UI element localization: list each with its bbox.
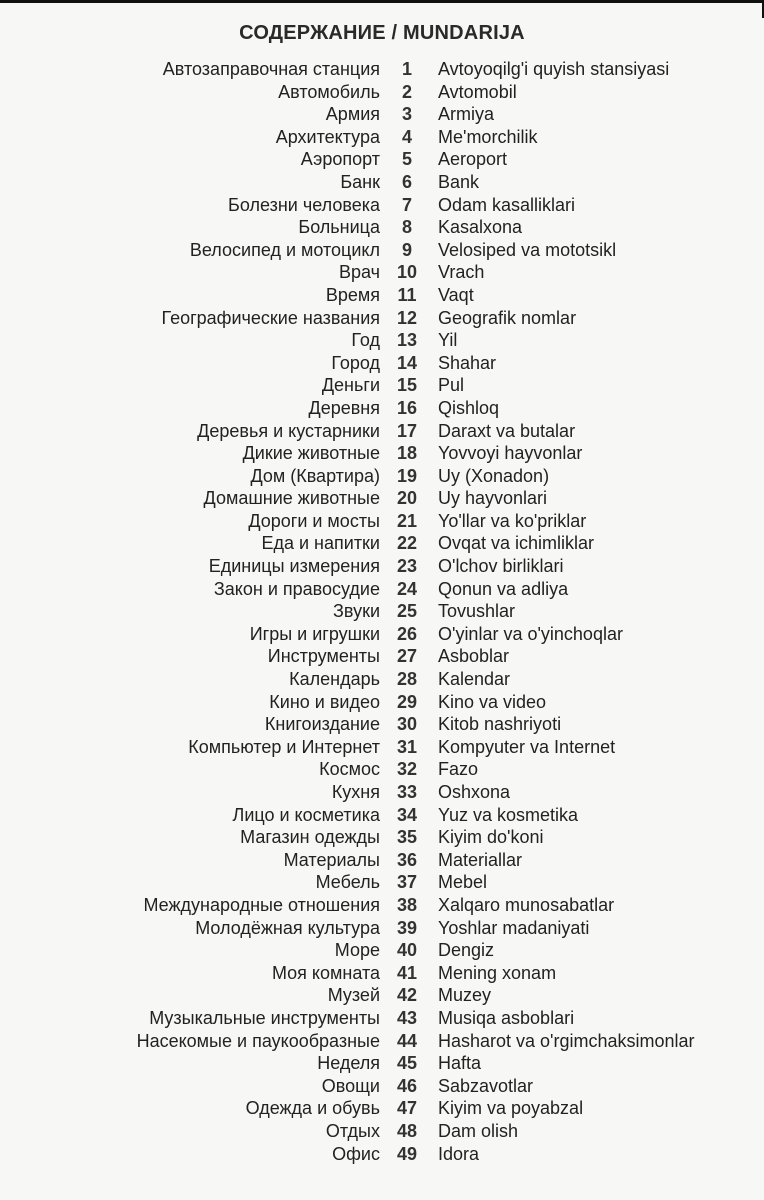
toc-entry-uzbek-title: Avtoyoqilg'i quyish stansiyasi [438, 59, 670, 79]
toc-entry-russian-title: Материалы [283, 849, 380, 870]
toc-entry[interactable] [0, 532, 764, 555]
toc-entry-uzbek-title: Yuz va kosmetika [438, 804, 579, 825]
toc-entry[interactable] [0, 397, 764, 420]
toc-entry-number: 21 [396, 510, 418, 531]
toc-entry-number: 9 [401, 239, 412, 260]
page-title: СОДЕРЖАНИЕ / MUNDARIJA [239, 22, 525, 44]
toc-entry-number: 39 [396, 917, 418, 938]
table-of-contents [0, 58, 764, 1165]
toc-entry-uzbek-title: Pul [438, 375, 465, 396]
toc-entry-number: 12 [396, 307, 418, 328]
toc-entry-russian-title: Музыкальные инструменты [149, 1007, 380, 1028]
toc-entry-uzbek-title: Kino va video [438, 691, 547, 712]
toc-entry-russian-title: Международные отношения [143, 894, 380, 915]
toc-entry-uzbek-title: Dam olish [438, 1120, 519, 1141]
toc-entry[interactable] [0, 736, 764, 759]
toc-entry-russian-title: Географические названия [161, 307, 380, 328]
toc-entry-number: 35 [396, 827, 418, 848]
toc-entry-uzbek-title: Kompyuter va Internet [438, 736, 616, 757]
toc-entry-number: 36 [396, 849, 418, 870]
toc-entry-number: 2 [401, 81, 412, 102]
toc-entry-russian-title: Банк [340, 171, 380, 192]
toc-entry[interactable] [0, 81, 764, 104]
toc-entry-uzbek-title: Materiallar [438, 849, 523, 870]
toc-entry-uzbek-title: Oshxona [438, 782, 511, 802]
toc-entry[interactable] [0, 849, 764, 872]
toc-entry[interactable] [0, 420, 764, 443]
toc-entry[interactable] [0, 1120, 764, 1143]
toc-entry[interactable] [0, 1097, 764, 1120]
toc-entry[interactable] [0, 917, 764, 940]
toc-entry[interactable] [0, 261, 764, 284]
toc-entry-uzbek-title: Yo'llar va ko'priklar [438, 510, 587, 531]
toc-entry[interactable] [0, 758, 764, 781]
toc-entry-russian-title: Архитектура [275, 126, 380, 147]
toc-entry[interactable] [0, 826, 764, 849]
toc-entry-number: 47 [396, 1098, 418, 1119]
toc-entry[interactable] [0, 487, 764, 510]
toc-entry-russian-title: Игры и игрушки [249, 623, 380, 644]
toc-entry-uzbek-title: Qishloq [438, 397, 500, 418]
toc-entry[interactable] [0, 1030, 764, 1053]
toc-entry[interactable] [0, 126, 764, 149]
toc-entry-uzbek-title: Vaqt [438, 284, 474, 305]
toc-entry-russian-title: Велосипед и мотоцикл [189, 239, 380, 260]
toc-entry-number: 38 [396, 894, 418, 915]
toc-entry-number: 15 [396, 375, 418, 396]
toc-entry-uzbek-title: Avtomobil [438, 81, 517, 102]
toc-entry[interactable] [0, 510, 764, 533]
toc-entry-number: 24 [396, 578, 418, 599]
toc-entry[interactable] [0, 1075, 764, 1098]
toc-entry-number: 11 [397, 284, 417, 305]
toc-entry[interactable] [0, 645, 764, 668]
toc-entry-uzbek-title: Muzey [438, 985, 492, 1006]
toc-entry-uzbek-title: Sabzavotlar [438, 1075, 534, 1096]
toc-entry-russian-title: Деньги [321, 375, 380, 396]
toc-entry[interactable] [0, 284, 764, 307]
toc-entry-russian-title: Насекомые и паукообразные [136, 1030, 380, 1051]
toc-entry-russian-title: Еда и напитки [261, 533, 380, 554]
toc-entry-russian-title: Книгоиздание [264, 714, 380, 735]
toc-entry[interactable] [0, 939, 764, 962]
toc-entry-uzbek-title: Geografik nomlar [438, 307, 577, 328]
toc-entry-russian-title: Звуки [333, 601, 380, 622]
toc-entry[interactable] [0, 1052, 764, 1075]
toc-entry-russian-title: Единицы измерения [208, 556, 380, 577]
toc-entry-russian-title: Инструменты [267, 646, 380, 667]
toc-entry[interactable] [0, 555, 764, 578]
toc-entry-russian-title: Деревья и кустарники [197, 420, 380, 441]
toc-entry-russian-title: Город [331, 352, 380, 373]
toc-entry[interactable] [0, 713, 764, 736]
toc-entry-russian-title: Автомобиль [278, 81, 380, 102]
toc-entry[interactable] [0, 600, 764, 623]
toc-entry-uzbek-title: Aeroport [438, 149, 508, 170]
toc-entry[interactable] [0, 668, 764, 691]
toc-entry-number: 14 [396, 352, 418, 373]
toc-entry-russian-title: Болезни человека [228, 194, 380, 215]
toc-entry[interactable] [0, 239, 764, 262]
toc-entry-number: 4 [401, 126, 412, 147]
toc-entry-number: 27 [396, 646, 418, 667]
toc-entry-russian-title: Кино и видео [269, 691, 380, 712]
toc-entry-russian-title: Дикие животные [242, 443, 380, 464]
toc-entry[interactable] [0, 171, 764, 194]
toc-entry-russian-title: Лицо и косметика [232, 804, 380, 825]
toc-entry-number: 8 [401, 217, 412, 238]
toc-entry-uzbek-title: Ovqat va ichimliklar [438, 533, 595, 554]
toc-entry-uzbek-title: Hasharot va o'rgimchaksimonlar [438, 1030, 695, 1051]
toc-entry-number: 7 [401, 194, 412, 215]
toc-entry-number: 41 [396, 962, 418, 983]
toc-entry-number: 49 [396, 1143, 418, 1164]
toc-entry-uzbek-title: Xalqaro munosabatlar [438, 894, 615, 915]
toc-entry[interactable] [0, 465, 764, 488]
toc-entry-russian-title: Деревня [308, 397, 380, 418]
toc-entry-russian-title: Магазин одежды [240, 827, 380, 848]
toc-entry-number: 44 [396, 1030, 418, 1051]
toc-entry-russian-title: Музей [327, 985, 380, 1006]
toc-entry-uzbek-title: Kitob nashriyoti [438, 714, 562, 735]
toc-entry-russian-title: Закон и правосудие [213, 578, 380, 599]
toc-entry-uzbek-title: Yoshlar madaniyati [438, 917, 590, 938]
toc-entry-uzbek-title: Mening xonam [438, 962, 557, 983]
toc-entry[interactable] [0, 691, 764, 714]
toc-entry-russian-title: Одежда и обувь [245, 1098, 380, 1119]
toc-entry-number: 5 [401, 149, 412, 170]
toc-entry-number: 26 [396, 623, 418, 644]
toc-entry-uzbek-title: Dengiz [438, 940, 495, 961]
toc-entry-number: 17 [396, 420, 418, 441]
toc-entry-russian-title: Кухня [331, 782, 380, 802]
toc-entry-number: 45 [396, 1053, 418, 1074]
toc-entry-uzbek-title: Velosiped va mototsikl [438, 239, 617, 260]
toc-entry-uzbek-title: Me'morchilik [438, 126, 538, 147]
toc-entry-uzbek-title: Idora [438, 1143, 480, 1164]
toc-entry-uzbek-title: Vrach [438, 262, 485, 283]
toc-entry-number: 10 [396, 262, 418, 283]
toc-entry-number: 46 [396, 1075, 418, 1096]
toc-entry-uzbek-title: Mebel [438, 872, 488, 893]
toc-entry-uzbek-title: Uy (Xonadon) [438, 465, 550, 486]
toc-entry-uzbek-title: Kiyim do'koni [438, 827, 544, 848]
toc-entry-russian-title: Мебель [315, 872, 380, 893]
toc-entry-uzbek-title: Fazo [438, 759, 479, 780]
toc-entry-number: 48 [396, 1120, 418, 1141]
toc-entry-uzbek-title: Kiyim va poyabzal [438, 1098, 584, 1119]
toc-entry-russian-title: Отдых [325, 1120, 380, 1141]
toc-entry-number: 18 [396, 443, 418, 464]
toc-entry-uzbek-title: Kasalxona [438, 217, 523, 238]
toc-entry-number: 16 [396, 397, 418, 418]
toc-entry-number: 33 [396, 782, 418, 802]
toc-entry-number: 32 [396, 759, 418, 780]
toc-entry-russian-title: Время [325, 284, 380, 305]
toc-entry-russian-title: Космос [319, 759, 380, 780]
toc-entry[interactable] [0, 1007, 764, 1030]
toc-entry-russian-title: Море [334, 940, 380, 961]
toc-entry-uzbek-title: Daraxt va butalar [438, 420, 576, 441]
toc-entry-russian-title: Календарь [289, 669, 380, 690]
toc-entry[interactable] [0, 442, 764, 465]
toc-entry-number: 34 [396, 804, 418, 825]
toc-entry-uzbek-title: Uy hayvonlari [438, 488, 548, 509]
toc-entry-russian-title: Молодёжная культура [195, 917, 380, 938]
toc-entry-uzbek-title: Musiqa asboblari [438, 1007, 575, 1028]
toc-entry[interactable] [0, 103, 764, 126]
toc-entry-number: 6 [401, 171, 412, 192]
toc-entry[interactable] [0, 352, 764, 375]
toc-entry[interactable] [0, 194, 764, 217]
toc-entry-number: 1 [401, 59, 412, 79]
toc-entry-number: 3 [401, 104, 412, 125]
toc-entry-number: 25 [396, 601, 418, 622]
toc-entry-uzbek-title: Armiya [438, 104, 495, 125]
toc-entry[interactable] [0, 623, 764, 646]
toc-entry-russian-title: Овощи [321, 1075, 380, 1096]
toc-entry-uzbek-title: Asboblar [438, 646, 510, 667]
toc-entry-uzbek-title: Bank [438, 171, 480, 192]
toc-entry[interactable] [0, 871, 764, 894]
toc-entry-russian-title: Врач [338, 262, 380, 283]
toc-entry[interactable] [0, 804, 764, 827]
toc-entry-number: 43 [396, 1007, 418, 1028]
toc-entry-number: 22 [396, 533, 418, 554]
toc-entry-russian-title: Домашние животные [203, 488, 380, 509]
toc-entry-uzbek-title: Shahar [438, 352, 497, 373]
toc-entry[interactable] [0, 578, 764, 601]
toc-entry[interactable] [0, 984, 764, 1007]
toc-entry-uzbek-title: Qonun va adliya [438, 578, 569, 599]
toc-entry-number: 31 [396, 736, 418, 757]
toc-entry[interactable] [0, 781, 764, 804]
toc-entry-uzbek-title: O'lchov birliklari [438, 556, 564, 577]
toc-entry-russian-title: Автозаправочная станция [162, 59, 380, 79]
toc-entry-uzbek-title: Tovushlar [438, 601, 516, 622]
toc-entry-uzbek-title: Odam kasalliklari [438, 194, 576, 215]
toc-entry-russian-title: Аэропорт [300, 149, 380, 170]
toc-entry-uzbek-title: Hafta [438, 1053, 482, 1074]
toc-entry-number: 29 [396, 691, 418, 712]
toc-entry-uzbek-title: Kalendar [438, 669, 511, 690]
toc-entry[interactable] [0, 148, 764, 171]
toc-entry-uzbek-title: Yovvoyi hayvonlar [438, 443, 583, 464]
toc-entry-russian-title: Компьютер и Интернет [188, 736, 380, 757]
toc-entry-russian-title: Год [351, 330, 380, 351]
toc-entry-russian-title: Больница [298, 217, 380, 238]
toc-entry[interactable] [0, 894, 764, 917]
top-rule [0, 0, 764, 3]
toc-entry-number: 30 [396, 714, 418, 735]
toc-entry-number: 37 [396, 872, 418, 893]
toc-entry-russian-title: Дороги и мосты [248, 510, 380, 531]
toc-entry-number: 20 [396, 488, 418, 509]
toc-entry[interactable] [0, 374, 764, 397]
toc-entry[interactable] [0, 329, 764, 352]
toc-entry[interactable] [0, 216, 764, 239]
toc-entry[interactable] [0, 307, 764, 330]
toc-entry-number: 40 [396, 940, 418, 961]
toc-entry-russian-title: Моя комната [271, 962, 380, 983]
toc-entry-number: 28 [396, 669, 418, 690]
toc-entry-uzbek-title: Yil [438, 330, 458, 351]
toc-entry-uzbek-title: O'yinlar va o'yinchoqlar [438, 623, 623, 644]
toc-entry-russian-title: Неделя [317, 1053, 380, 1074]
toc-entry-number: 13 [396, 330, 418, 351]
toc-entry[interactable] [0, 58, 764, 81]
toc-entry[interactable] [0, 962, 764, 985]
toc-entry-russian-title: Офис [332, 1143, 380, 1164]
toc-entry-number: 42 [396, 985, 418, 1006]
toc-entry-number: 23 [396, 556, 418, 577]
toc-entry-russian-title: Армия [325, 104, 380, 125]
toc-entry-russian-title: Дом (Квартира) [250, 465, 380, 486]
toc-entry[interactable] [0, 1143, 764, 1166]
toc-entry-number: 19 [396, 465, 418, 486]
